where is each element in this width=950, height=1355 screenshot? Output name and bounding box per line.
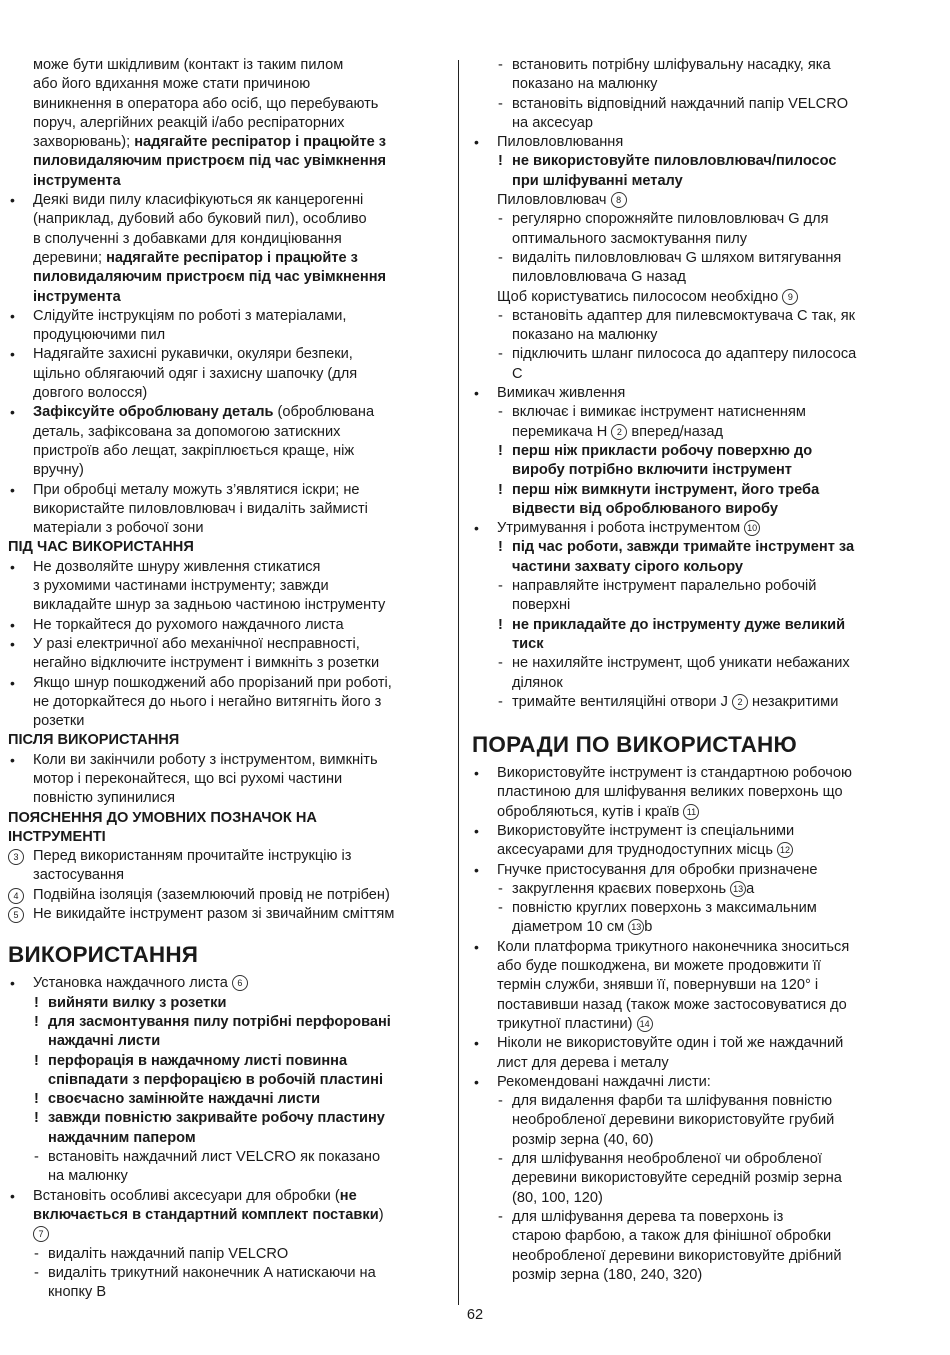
- list-item-separate-sheets: • Ніколи не використовуйте один і той же наждачний лист для дерева і металу: [474, 1035, 844, 1071]
- sub-item-remove-velcro: - видаліть наждачний папір VELCRO: [34, 1245, 289, 1262]
- list-item-rotate-tip: • Коли платформа трикутного наконечника зноситься або буде пошкоджена, ви можете продовжити її термін служби, знявши її, повернувши на 120° і поставивши назад (також може застосовуватися до трикутної пластини) 14: [474, 938, 850, 1032]
- circled-number-icon: 9: [782, 289, 798, 305]
- sub-item-install-adapter: - встановіть адаптер для пилевсмоктувача C так, як показано на малюнку: [498, 307, 856, 344]
- warning-switch-on-first: ! перш ніж прикласти робочу поверхню до виробу потрібно включити інструмент: [498, 442, 813, 479]
- warning-unplug: ! вийняти вилку з розетки: [8, 994, 444, 1013]
- circled-number-icon: 13: [628, 919, 644, 935]
- list-item-sheet-install: • Установка наждачного листа 6: [8, 974, 444, 993]
- intro-paragraph: може бути шкідливим (контакт із таким пилом або його вдихання може стати причиною виникнення в оператора або осіб, що перебувають поруч, алергійних реакцій і/або респіраторних захворювань); надягайте респіратор і працюйте з пиловидаляючим пристроєм під час увімкнення інструмента: [33, 57, 387, 189]
- warning-perforated-sheets: ! для засмонтування пилу потрібні перфоровані наждачні листи: [34, 1013, 391, 1050]
- sub-item-coarse-grit: - для видалення фарби та шліфування повністю необробленої деревини використовуйте грубий розмір зерна (40, 60): [498, 1093, 835, 1148]
- list-item-special-accessories-tip: • Використовуйте інструмент із спеціальними аксесуарами для труднодоступних місць 12: [474, 822, 795, 859]
- warning-marker: !: [34, 994, 39, 1011]
- list-item-protective-gear: • Надягайте захисні рукавички, окуляри безпеки, щільно облягаючий одяг і захисну шапочку (для довгого волосся): [10, 346, 358, 402]
- list-item-metal-sparks: • При обробці металу можуть з’являтися іскри; не використайте пиловловлювач і видаліть займисті матеріали з робочої зони: [10, 481, 368, 537]
- list-item-power-switch: • Вимикач живлення: [474, 385, 626, 402]
- list-item-standard-plate: • Використовуйте інструмент із стандартною робочою пластиною для шліфування великих поверхонь що обробляються, кутів і країв 11: [474, 765, 852, 820]
- circled-number-icon: 2: [732, 694, 748, 710]
- list-item-damaged-cord: • Якщо шнур пошкоджений або прорізаний при роботі, не доторкайтеся до нього і негайно витягніть його з розетки: [10, 674, 392, 730]
- sub-item-remove-tip: - видаліть трикутний наконечник A натискаючи на кнопку B: [34, 1264, 376, 1301]
- list-item-special-accessories: • Встановіть особливі аксесуари для обробки (не включається в стандартний комплект поставки) 7: [8, 1187, 444, 1245]
- list-item-dust-extraction: • Пиловловлювання: [474, 134, 624, 151]
- sub-item-fine-grit: - для шліфування дерева та поверхонь із старою фарбою, а також для фінішної обробки необробленої деревини використовуйте дрібний розмір зерна (180, 240, 320): [498, 1208, 842, 1283]
- sub-item-rounded-edges: - закруглення краєвих поверхонь 13 a: [498, 880, 755, 897]
- heading-usage: ВИКОРИСТАННЯ: [8, 942, 199, 968]
- warning-no-vacuum-metal: ! не використовуйте пиловловлювач/пилосос при шліфуванні металу: [498, 153, 837, 189]
- circled-number-icon: 5: [8, 907, 24, 923]
- list-item-carcinogenic-dust: • Деякі види пилу класифікуються як канцерогенні (наприклад, дубовий або буковий пил), особливо в сполученні з добавками для кондиціювання деревини; надягайте респіратор і працюйте з пиловидаляючим пристроєм під час увімкнення інструмента: [10, 192, 387, 305]
- warning-perforation-match: ! перфорація в наждачному листі повинна співпадати з перфорацією в робочій пластині: [34, 1052, 384, 1088]
- heading-tips: ПОРАДИ ПО ВИКОРИСТАНЮ: [472, 732, 797, 758]
- circled-number-icon: 7: [33, 1226, 49, 1242]
- sub-item-vents: - тримайте вентиляційні отвори J 2 незакритими: [498, 693, 839, 710]
- list-item-holding-tool: • Утримування і робота інструментом 10: [472, 519, 912, 538]
- warning-grip-areas: ! під час роботи, завжди тримайте інструмент за частини захвату сірого кольору: [498, 539, 855, 575]
- sub-item-install-velcro: - встановіть наждачний лист VELCRO як показано на малюнку: [34, 1149, 381, 1185]
- symbol-item-double-insulation: 4 Подвійна ізоляція (заземлюючий провід не потрібен): [8, 886, 444, 905]
- list-item-no-touch-sheet: • Не торкайтеся до рухомого наждачного листа: [10, 616, 344, 633]
- heading-during-use: ПІД ЧАС ВИКОРИСТАННЯ: [8, 539, 194, 556]
- circled-number-icon: 2: [611, 424, 627, 440]
- symbol-item-disposal: 5 Не викидайте інструмент разом зі звичайним сміттям: [8, 905, 444, 924]
- circled-number-icon: 12: [777, 842, 793, 858]
- dust-collector-label: Пиловловлювач 8: [472, 191, 912, 210]
- warning-cover-plate: ! завжди повністю закривайте робочу пластину наждачним папером: [34, 1110, 385, 1146]
- sub-item-connect-hose: - підключить шланг пилососа до адаптеру пилососа C: [498, 346, 857, 382]
- circled-number-icon: 11: [683, 804, 699, 820]
- sub-item-no-tilt: - не нахиляйте інструмент, щоб уникати небажаних ділянок: [498, 655, 850, 691]
- warning-replace-sheets: ! своєчасно замінюйте наждачні листи: [34, 1091, 321, 1108]
- circled-number-icon: 8: [611, 192, 627, 208]
- sub-item-round-surfaces: - повністю круглих поверхонь з максимальним діаметром 10 см 13 b: [498, 900, 817, 936]
- column-divider: [458, 60, 459, 1305]
- circled-number-icon: 10: [744, 520, 760, 536]
- circled-number-icon: 4: [8, 888, 24, 904]
- left-column: [8, 56, 444, 1302]
- circled-number-icon: 6: [232, 975, 248, 991]
- symbol-item-read-manual: 3 Перед використанням прочитайте інструкцію із застосування: [8, 847, 444, 886]
- bullet-marker: •: [10, 192, 15, 209]
- circled-number-icon: 3: [8, 849, 24, 865]
- sub-item-medium-grit: - для шліфування необробленої чи обробленої деревини використовуйте середній розмір зерна (80, 100, 120): [498, 1151, 842, 1206]
- sub-item-parallel: - направляйте інструмент паралельно робочій поверхні: [498, 578, 817, 614]
- list-item-secure-workpiece: • Зафіксуйте оброблювану деталь (оброблювана деталь, зафіксована за допомогою затискних пристроїв або лещат, закріплюється краще, ніж вручну): [10, 404, 375, 479]
- heading-symbols: ПОЯСНЕННЯ ДО УМОВНИХ ПОЗНАЧОК НА ІНСТРУМЕНТІ: [8, 809, 317, 845]
- heading-after-use: ПІСЛЯ ВИКОРИСТАННЯ: [8, 732, 180, 749]
- list-item-recommended-sheets: • Рекомендовані наждачні листи:: [474, 1073, 711, 1090]
- sub-item-install-paper: - встановіть відповідний наждачний папір VELCRO на аксесуар: [498, 95, 849, 131]
- sub-item-install-attachment: - встановить потрібну шліфувальну насадку, яка показано на малюнку: [498, 57, 831, 93]
- vacuum-label: Щоб користуватись пилососом необхідно 9: [472, 288, 912, 307]
- list-item-flexible-attachment: • Гнучке пристосування для обробки призначене: [474, 861, 818, 878]
- circled-number-icon: 14: [637, 1016, 653, 1032]
- list-item-cord-away: • Не дозволяйте шнуру живлення стикатися з рухомими частинами інструменту; завжди викладайте шнур за задньою частиною інструменту: [10, 558, 386, 614]
- right-column: [472, 56, 912, 1285]
- sub-item-remove-collector: - видаліть пиловловлювач G шляхом витягування пиловловлювача G назад: [498, 249, 842, 286]
- warning-lift-before-off: ! перш ніж вимкнути інструмент, його треба відвести від оброблюваного виробу: [498, 481, 820, 517]
- sub-item-switch-operation: - включає і вимикає інструмент натисненням перемикача H 2 вперед/назад: [498, 404, 806, 440]
- list-item-malfunction: • У разі електричної або механічної несправності, негайно відключите інструмент і вимкніть з розетки: [10, 635, 380, 672]
- page-number: 62: [466, 1307, 484, 1323]
- sub-item-empty-collector: - регулярно спорожняйте пиловловлювач G для оптимального засмоктування пилу: [498, 211, 829, 247]
- list-item-switch-off: • Коли ви закінчили роботу з інструментом, вимкніть мотор і переконайтеся, що всі рухомі частини повністю зупинилися: [10, 751, 378, 807]
- list-item-follow-instructions: • Слідуйте інструкціям по роботі з матеріалами, продуцюючими пил: [10, 307, 347, 344]
- circled-number-icon: 13: [730, 881, 746, 897]
- warning-pressure: ! не прикладайте до інструменту дуже великий тиск: [498, 616, 846, 652]
